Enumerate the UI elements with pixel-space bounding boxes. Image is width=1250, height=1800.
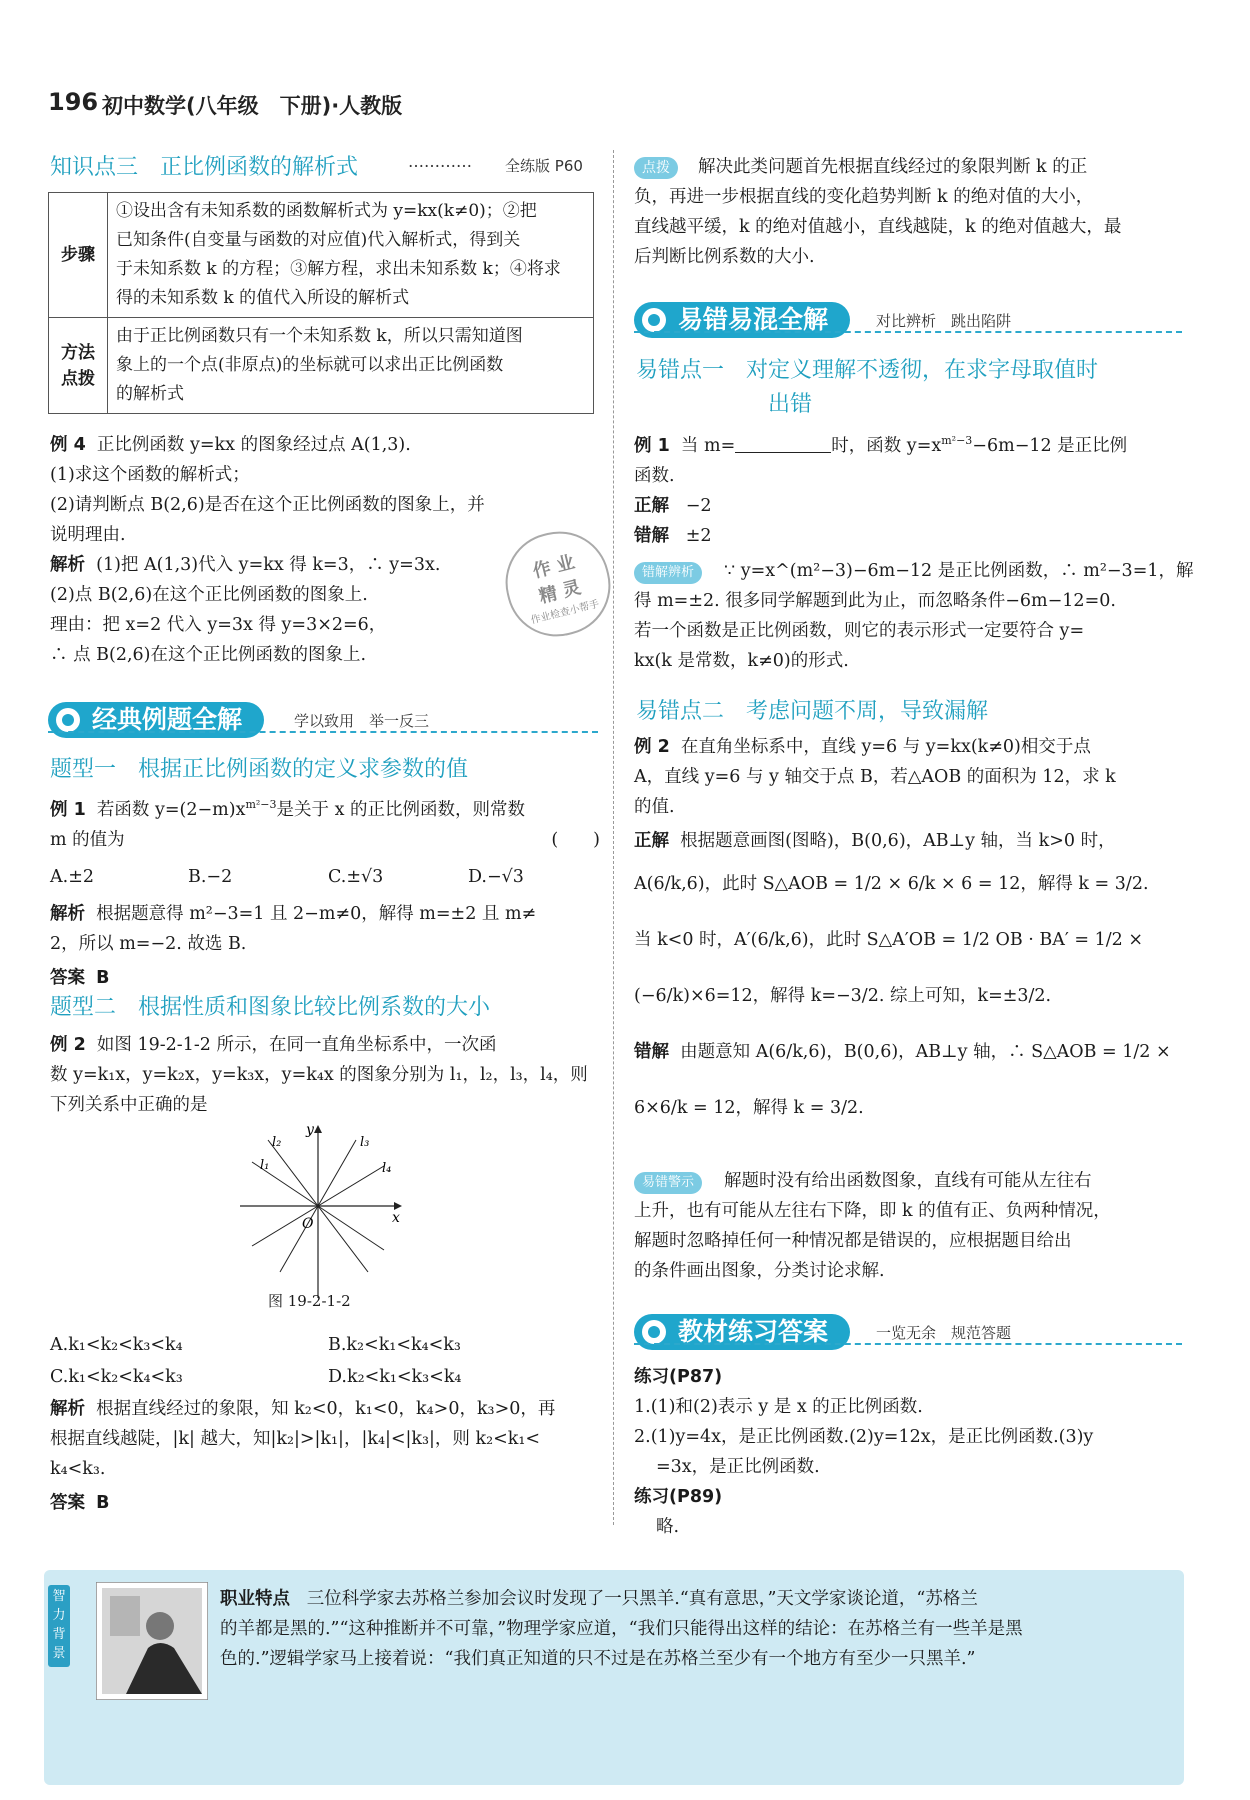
kp-ref: 全练版 P60	[505, 157, 583, 175]
analysis-badge: 错解辨析	[634, 562, 702, 584]
figure-caption: 图 19-2-1-2	[268, 1292, 351, 1310]
practice-line: 1.(1)和(2)表示 y 是 x 的正比例函数.	[634, 1397, 923, 1417]
example-label: 例 2	[634, 737, 670, 757]
error-example-2	[634, 732, 1171, 1136]
line-l3-label: l₃	[360, 1135, 370, 1150]
ex1-line2: m 的值为	[50, 829, 125, 850]
ex4-ans-line: ∴ 点 B(2,6)在这个正比例函数的图象上.	[50, 645, 367, 665]
practice-line: =3x，是正比例函数.	[656, 1457, 820, 1477]
ex4-ans-line: 理由：把 x=2 代入 y=3x 得 y=3×2=6，	[50, 615, 387, 635]
correct-value: −2	[685, 495, 712, 516]
option-c: C.±√3	[328, 866, 384, 887]
lines-figure	[230, 1122, 410, 1302]
speaker-icon	[642, 1320, 666, 1344]
ex4-line: (2)请判断点 B(2,6)是否在这个正比例函数的图象上，并	[50, 495, 485, 515]
banner-title: 教材练习答案	[678, 1317, 829, 1346]
tip-line: 直线越平缓，k 的绝对值越小，直线越陡，k 的绝对值越大，最	[634, 217, 1122, 237]
option-c: C.k₁<k₂<k₄<k₃	[50, 1367, 183, 1387]
steps-line: 已知条件(自变量与函数的对应值)代入解析式，得到关	[116, 230, 521, 250]
method-head-1: 方法	[61, 342, 95, 363]
warning-line: 解题时没有给出函数图象，直线有可能从左往右	[724, 1171, 1092, 1191]
speaker-icon	[56, 708, 80, 732]
type-1-title: 题型一 根据正比例函数的定义求参数的值	[50, 757, 469, 782]
steps-line: 得的未知系数 k 的值代入所设的解析式	[116, 288, 410, 308]
knowledge-point-title: 知识点三 正比例函数的解析式	[50, 155, 359, 180]
kp-dots: …………	[408, 152, 472, 171]
practice-heading: 练习(P87)	[634, 1367, 723, 1387]
wrong-value: ±2	[685, 525, 712, 546]
example-4	[50, 430, 485, 670]
ex2-line: A，直线 y=6 与 y 轴交于点 B，若△AOB 的面积为 12，求 k	[634, 767, 1116, 787]
ex4-ans-line: (2)点 B(2,6)在这个正比例函数的图象上.	[50, 585, 368, 605]
speaker-icon	[642, 308, 666, 332]
ex4-line: (1)求这个函数的解析式；	[50, 465, 250, 485]
homework-stamp	[495, 521, 621, 647]
banner-title: 经典例题全解	[92, 705, 243, 734]
banner-dash	[634, 1343, 1182, 1345]
analysis-label: 解析	[50, 555, 85, 575]
line-l2-label: l₂	[272, 1135, 282, 1150]
banner-dash	[634, 331, 1182, 333]
analysis-label: 解析	[50, 903, 85, 924]
analysis-line: ∵ y=x^(m²−3)−6m−12 是正比例函数，∴ m²−3=1，解	[724, 561, 1194, 581]
footer-line: 色的.”逻辑学家马上接着说：“我们真正知道的只不过是在苏格兰至少有一个地方有至少一只黑羊.”	[220, 1649, 976, 1669]
correct-line: 当 k<0 时，A′(6/k,6)，此时 S△A′OB = 1/2 OB · BA′ = 1/2 ×	[634, 930, 1144, 950]
answer-bracket: ( )	[551, 829, 600, 850]
textbook-answers	[634, 1362, 1093, 1542]
axis-x-label: x	[392, 1210, 400, 1226]
page-number: 196	[48, 88, 99, 116]
table-method-cell	[108, 318, 594, 414]
ex4-line: 正比例函数 y=kx 的图象经过点 A(1,3).	[96, 435, 411, 455]
ex1-text: 当 m=	[680, 435, 736, 456]
tip-text	[634, 152, 1121, 272]
warning-line: 解题时忽略掉任何一种情况都是错误的，应根据题目给出	[634, 1231, 1072, 1251]
axis-y-label: y	[306, 1122, 314, 1138]
steps-line: ①设出含有未知系数的函数解析式为 y=kx(k≠0)；②把	[116, 201, 537, 221]
banner-tag: 一览无余 规范答题	[876, 1324, 1012, 1342]
error-title-line: 易错点一 对定义理解不透彻，在求字母取值时	[636, 358, 1099, 383]
ex1-exponent: m²−3	[245, 798, 277, 811]
example-label: 例 1	[50, 799, 86, 820]
ex1-text: 若函数 y=(2−m)x	[96, 799, 246, 820]
correct-line: 根据题意画图(图略)，B(0,6)，AB⊥y 轴，当 k>0 时，	[680, 831, 1116, 851]
correct-label: 正解	[634, 495, 669, 516]
answer-label: 答案	[50, 1493, 85, 1513]
footer-title: 职业特点	[220, 1589, 290, 1609]
column-divider	[613, 150, 614, 1525]
steps-line: 于未知系数 k 的方程；③解方程，求出未知系数 k；④将求	[116, 259, 561, 279]
ex2-line: 在直角坐标系中，直线 y=6 与 y=kx(k≠0)相交于点	[680, 737, 1091, 757]
correct-line: (−6/k)×6=12，解得 k=−3/2. 综上可知，k=±3/2.	[634, 986, 1052, 1006]
book-title: 初中数学(八年级 下册)·人教版	[102, 94, 403, 118]
stamp-line-3: 作业检查小帮手	[529, 598, 601, 627]
ex1-ans-line: 根据题意得 m²−3=1 且 2−m≠0，解得 m=±2 且 m≠	[96, 903, 537, 924]
example-1	[50, 790, 600, 993]
ex2-ans-line: 根据直线经过的象限，知 k₂<0，k₁<0，k₄>0，k₃>0，再	[96, 1399, 556, 1419]
table-steps-cell	[108, 193, 594, 318]
fill-blank	[735, 432, 831, 453]
tip-line: 解决此类问题首先根据直线经过的象限判断 k 的正	[698, 157, 1088, 177]
wrong-line: 6×6/k = 12，解得 k = 3/2.	[634, 1098, 864, 1118]
knowledge-table	[48, 192, 594, 414]
type-2-title: 题型二 根据性质和图象比较比例系数的大小	[50, 995, 491, 1020]
method-line: 象上的一个点(非原点)的坐标就可以求出正比例函数	[116, 355, 504, 375]
scientist-portrait	[96, 1582, 208, 1700]
option-d: D.k₂<k₁<k₃<k₄	[328, 1367, 462, 1387]
option-b: B.k₂<k₁<k₄<k₃	[328, 1335, 461, 1355]
footer-side-tag	[48, 1585, 70, 1667]
line-l4-label: l₄	[382, 1161, 392, 1176]
ex1-line2: 函数.	[634, 465, 675, 486]
warning-line: 上升，也有可能从左往右下降，即 k 的值有正、负两种情况，	[634, 1201, 1111, 1221]
ex1-ans-line: 2，所以 m=−2. 故选 B.	[50, 933, 247, 954]
line-l1-label: l₁	[260, 1158, 270, 1173]
ex1-text: 时，函数 y=x	[831, 435, 942, 456]
wrong-label: 错解	[634, 525, 669, 546]
correct-label: 正解	[634, 831, 669, 851]
stamp-line-1: 作 业	[530, 551, 577, 583]
method-line: 由于正比例函数只有一个未知系数 k，所以只需知道图	[116, 326, 523, 346]
answer-value: B	[96, 1493, 110, 1513]
ex1-text-b: 是关于 x 的正比例函数，则常数	[276, 799, 526, 820]
error-title-line: 出错	[768, 392, 813, 417]
example-label: 例 2	[50, 1035, 86, 1055]
table-head-method	[49, 318, 108, 414]
warning-line: 的条件画出图象，分类讨论求解.	[634, 1261, 885, 1281]
origin-label: O	[302, 1216, 314, 1232]
analysis-line: kx(k 是常数，k≠0)的形式.	[634, 651, 849, 671]
answer-label: 答案	[50, 967, 85, 988]
warning-badge: 易错警示	[634, 1172, 702, 1194]
option-b: B.−2	[188, 866, 233, 887]
table-head-steps: 步骤	[49, 193, 108, 318]
ex2-line: 下列关系中正确的是	[50, 1095, 208, 1115]
error-example-1	[634, 426, 1127, 551]
practice-heading: 练习(P89)	[634, 1487, 723, 1507]
example-label: 例 4	[50, 435, 86, 455]
tip-line: 负，再进一步根据直线的变化趋势判断 k 的绝对值的大小，	[634, 187, 1094, 207]
banner-title: 易错易混全解	[678, 305, 829, 334]
error-point-1-title	[636, 354, 1098, 422]
stamp-line-2: 精 灵	[537, 576, 584, 608]
option-a: A.±2	[50, 866, 94, 887]
ex4-ans-line: (1)把 A(1,3)代入 y=kx 得 k=3，∴ y=3x.	[96, 555, 441, 575]
ex1-exponent: m²−3	[941, 434, 973, 447]
error-point-2-title: 易错点二 考虑问题不周，导致漏解	[636, 699, 989, 724]
analysis-label: 解析	[50, 1399, 85, 1419]
footer-side-tag-text: 智力背景	[52, 1589, 66, 1661]
example-2-answers	[50, 1330, 600, 1518]
tip-badge: 点拨	[634, 157, 678, 179]
tip-line: 后判断比例系数的大小.	[634, 247, 815, 267]
analysis-line: 若一个函数是正比例函数，则它的表示形式一定要符合 y=	[634, 621, 1085, 641]
error-analysis	[634, 556, 1194, 676]
wrong-label: 错解	[634, 1042, 669, 1062]
correct-line: A(6/k,6)，此时 S△AOB = 1/2 × 6/k × 6 = 12，解得 k = 3/2.	[634, 874, 1149, 894]
footer-story-cont	[220, 1614, 1180, 1674]
banner-dash	[48, 731, 598, 733]
error-warning	[634, 1166, 1111, 1286]
ex2-line: 数 y=k₁x，y=k₂x，y=k₃x，y=k₄x 的图象分别为 l₁，l₂，l₃，l₄，则	[50, 1065, 588, 1085]
practice-line: 略.	[656, 1517, 680, 1537]
ex2-ans-line: k₄<k₃.	[50, 1459, 106, 1479]
analysis-line: 得 m=±2. 很多同学解题到此为止，而忽略条件−6m−12=0.	[634, 591, 1116, 611]
ex2-ans-line: 根据直线越陡，|k| 越大，知|k₂|>|k₁|，|k₄|<|k₃|，则 k₂<k₁<	[50, 1429, 541, 1449]
practice-line: 2.(1)y=4x，是正比例函数.(2)y=12x，是正比例函数.(3)y	[634, 1427, 1094, 1447]
ex2-line: 的值.	[634, 797, 675, 817]
banner-tag: 对比辨析 跳出陷阱	[876, 312, 1012, 330]
wrong-line: 由题意知 A(6/k,6)，B(0,6)，AB⊥y 轴，∴ S△AOB = 1/2 ×	[680, 1042, 1171, 1062]
example-label: 例 1	[634, 435, 670, 456]
example-2	[50, 1030, 588, 1120]
ex4-line: 说明理由.	[50, 525, 126, 545]
footer-line: 的羊都是黑的.”“这种推断并不可靠，”物理学家应道，“我们只能得出这样的结论：在苏格兰有一些羊是黑	[220, 1619, 1023, 1639]
method-line: 的解析式	[116, 384, 184, 404]
ex1-text: −6m−12 是正比例	[972, 435, 1128, 456]
footer-line: 三位科学家去苏格兰参加会议时发现了一只黑羊.“真有意思，”天文学家谈论道，“苏格兰	[306, 1589, 978, 1609]
option-d: D.−√3	[468, 866, 524, 887]
option-a: A.k₁<k₂<k₃<k₄	[50, 1335, 183, 1355]
ex2-line: 如图 19-2-1-2 所示，在同一直角坐标系中，一次函	[96, 1035, 497, 1055]
answer-value: B	[96, 967, 110, 988]
footer-story	[220, 1584, 978, 1614]
banner-tag: 学以致用 举一反三	[294, 712, 430, 730]
method-head-2: 点拨	[61, 368, 95, 389]
